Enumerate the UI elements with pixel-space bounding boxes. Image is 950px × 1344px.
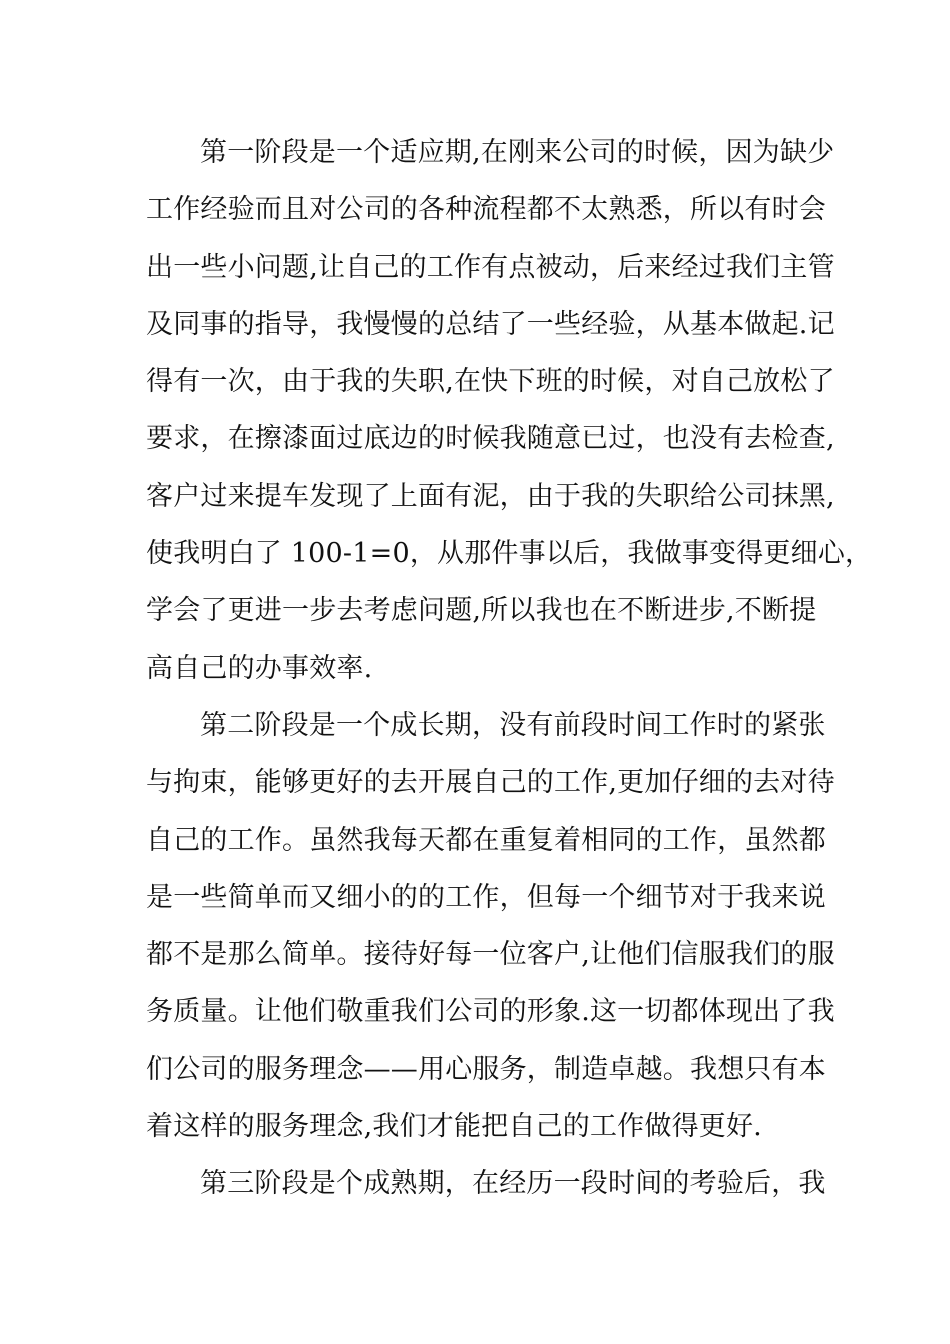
- text-line: 得有一次，由于我的失职,在快下班的时候，对自己放松了: [146, 366, 835, 398]
- text-line: 自己的工作。虽然我每天都在重复着相同的工作，虽然都: [146, 824, 826, 856]
- text-line: 第一阶段是一个适应期,在刚来公司的时候，因为缺少: [200, 137, 835, 168]
- text-line: 是一些简单而又细小的的工作，但每一个细节对于我来说: [146, 881, 826, 913]
- text-line: 第三阶段是个成熟期，在经历一段时间的考验后，我: [200, 1168, 826, 1200]
- text-line: 高自己的办事效率.: [146, 652, 373, 684]
- text-line: 务质量。让他们敬重我们公司的形象.这一切都体现出了我: [146, 996, 835, 1028]
- text-line: 与拘束，能够更好的去开展自己的工作,更加仔细的去对待: [146, 767, 835, 799]
- text-line: 们公司的服务理念——用心服务，制造卓越。我想只有本: [146, 1053, 826, 1085]
- text-line: 使我明白了 100-1=0，从那件事以后，我做事变得更细心，: [146, 538, 873, 570]
- text-line: 都不是那么简单。接待好每一位客户,让他们信服我们的服: [146, 939, 835, 971]
- text-line: 要求，在擦漆面过底边的时候我随意已过，也没有去检查,: [146, 423, 835, 455]
- text-line: 出一些小问题,让自己的工作有点被动，后来经过我们主管: [146, 251, 835, 283]
- text-line: 及同事的指导，我慢慢的总结了一些经验，从基本做起.记: [146, 308, 835, 340]
- paragraph-stage-three: [146, 1155, 826, 1212]
- text-line: 工作经验而且对公司的各种流程都不太熟悉，所以有时会: [146, 194, 826, 226]
- paragraph-stage-two: [146, 697, 835, 1155]
- text-line: 第二阶段是一个成长期，没有前段时间工作时的紧张: [200, 709, 826, 741]
- text-line: 着这样的服务理念,我们才能把自己的工作做得更好.: [146, 1111, 762, 1143]
- paragraph-stage-one: [146, 124, 873, 697]
- document-body: [146, 124, 873, 1213]
- text-line: 学会了更进一步去考虑问题,所以我也在不断进步,不断提: [146, 595, 817, 627]
- text-line: 客户过来提车发现了上面有泥，由于我的失职给公司抹黑,: [146, 480, 835, 512]
